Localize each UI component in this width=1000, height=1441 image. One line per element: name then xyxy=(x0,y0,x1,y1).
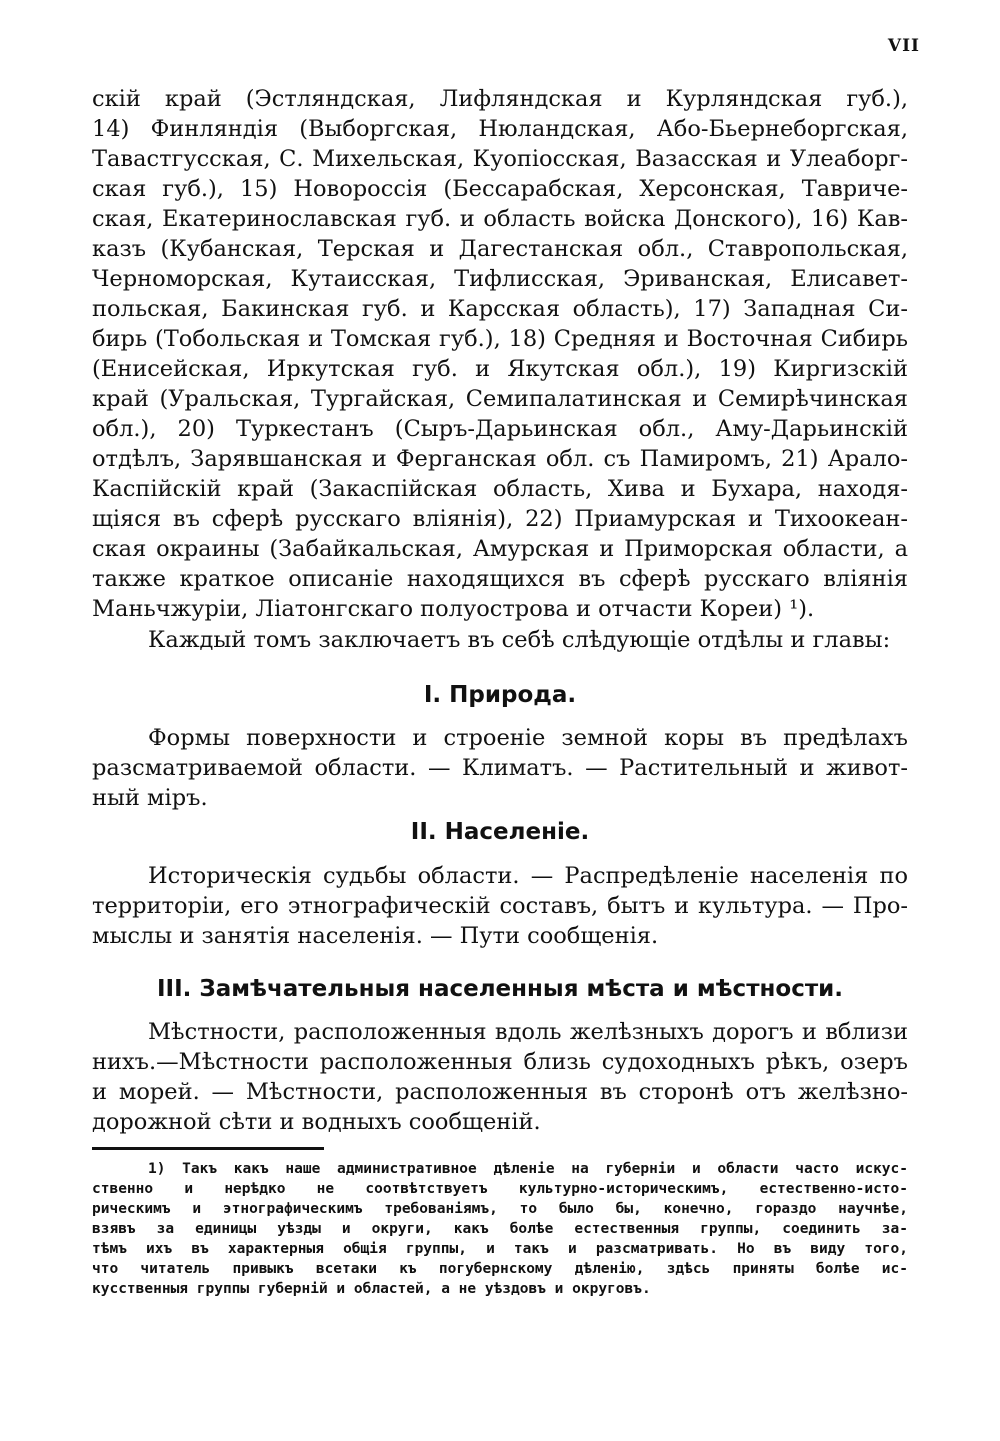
section-line: дорожной сѣти и водныхъ сообщеній. xyxy=(92,1109,541,1135)
footnote-line: взявъ за единицы уѣзды и округи, какъ болѣе естественныя группы, соединить за- xyxy=(92,1221,908,1237)
intro-line: ская губ.), 15) Новороссія (Бессарабская, Херсонская, Тавриче- xyxy=(92,176,908,202)
intro-line: ская, Екатеринославская губ. и область войска Донского), 16) Кав- xyxy=(92,206,908,232)
footnote-rule xyxy=(92,1147,324,1150)
section-heading-population: II. Населеніе. xyxy=(410,819,590,845)
intro-line: ская окраины (Забайкальская, Амурская и Приморская области, а xyxy=(92,536,908,562)
footnote-line: кусственныя группы губерній и областей, а не уѣздовъ и округовъ. xyxy=(92,1281,651,1297)
footnote-line: 1) Такъ какъ наше административное дѣленіе на губерніи и области часто искус- xyxy=(148,1161,908,1177)
intro-line: щіяся въ сферѣ русскаго вліянія), 22) Приамурская и Тихоокеан- xyxy=(92,506,908,532)
page-number: VII xyxy=(887,36,920,56)
intro-line: скій край (Эстляндская, Лифляндская и Курляндская губ.), xyxy=(92,86,908,112)
intro-line: бирь (Тобольская и Томская губ.), 18) Средняя и Восточная Сибирь xyxy=(92,326,908,352)
intro-line: Тавастгусская, С. Михельская, Куопіосская, Вазасская и Улеаборг- xyxy=(92,146,908,172)
section-line: Формы поверхности и строеніе земной коры въ предѣлахъ xyxy=(148,725,908,751)
intro-line: Каспійскій край (Закаспійская область, Хива и Бухара, находя- xyxy=(92,476,908,502)
intro-line: Маньчжуріи, Ліатонгскаго полуострова и отчасти Кореи) ¹). xyxy=(92,596,815,622)
section-line: мыслы и занятія населенія. — Пути сообщенія. xyxy=(92,923,659,949)
intro-line: польская, Бакинская губ. и Карсская область), 17) Западная Си- xyxy=(92,296,908,322)
intro-line: обл.), 20) Туркестанъ (Сыръ-Дарьинская обл., Аму-Дарьинскій xyxy=(92,416,908,442)
intro-line: (Енисейская, Иркутская губ. и Якутская обл.), 19) Киргизскій xyxy=(92,356,908,382)
volume-statement: Каждый томъ заключаетъ въ себѣ слѣдующіе отдѣлы и главы: xyxy=(148,627,891,653)
intro-line: край (Уральская, Тургайская, Семипалатинская и Семирѣчинская xyxy=(92,386,908,412)
section-line: Мѣстности, расположенныя вдоль желѣзныхъ дорогъ и вблизи xyxy=(148,1019,908,1045)
intro-line: отдѣлъ, Зарявшанская и Ферганская обл. съ Памиромъ, 21) Арало- xyxy=(92,446,908,472)
section-heading-nature: I. Природа. xyxy=(423,682,577,708)
section-line: Историческія судьбы области. — Распредѣленіе населенія по xyxy=(148,863,908,889)
section-line: и морей. — Мѣстности, расположенныя въ сторонѣ отъ желѣзно- xyxy=(92,1079,908,1105)
intro-line: Черноморская, Кутаисская, Тифлисская, Эриванская, Елисавет- xyxy=(92,266,908,292)
footnote-line: тѣмъ ихъ въ характерныя общія группы, и такъ и разсматривать. Но въ виду того, xyxy=(92,1241,908,1257)
section-line: нихъ.—Мѣстности расположенныя близь судоходныхъ рѣкъ, озеръ xyxy=(92,1049,908,1075)
intro-line: казъ (Кубанская, Терская и Дагестанская обл., Ставропольская, xyxy=(92,236,908,262)
section-line: территоріи, его этнографическій составъ, бытъ и культура. — Про- xyxy=(92,893,908,919)
section-line: ный міръ. xyxy=(92,785,208,811)
footnote-line: рическимъ и этнографическимъ требованіямъ, то было бы, конечно, гораздо научнѣе, xyxy=(92,1201,908,1217)
section-heading-places: III. Замѣчательныя населенныя мѣста и мѣстности. xyxy=(156,976,844,1002)
intro-line: 14) Финляндія (Выборгская, Нюландская, Або-Бьернеборгская, xyxy=(92,116,908,142)
footnote-line: ственно и нерѣдко не соотвѣтствуетъ культурно-историческимъ, естественно-исто- xyxy=(92,1181,908,1197)
footnote-line: что читатель привыкъ всетаки къ погубернскому дѣленію, здѣсь приняты болѣе ис- xyxy=(92,1261,908,1277)
intro-line: также краткое описаніе находящихся въ сферѣ русскаго вліянія xyxy=(92,566,908,592)
section-line: разсматриваемой области. — Климатъ. — Растительный и живот- xyxy=(92,755,908,781)
